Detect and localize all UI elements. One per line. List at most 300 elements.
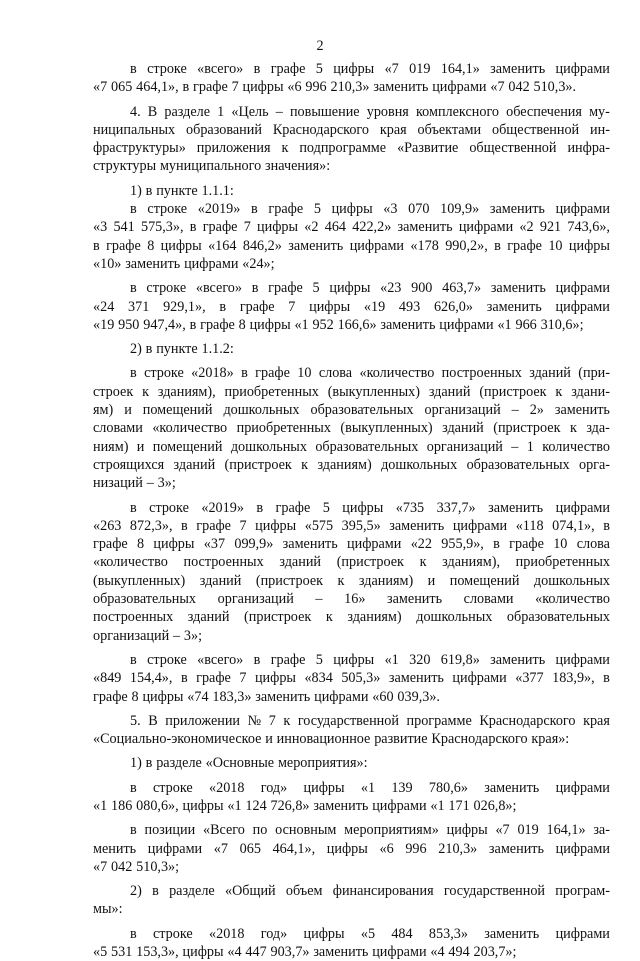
word: 493 (398, 298, 421, 315)
word: 903,7» (270, 944, 310, 961)
word: графе (196, 517, 231, 534)
word: «10» (93, 255, 122, 272)
word: в (253, 61, 261, 77)
word: «23 (380, 280, 402, 297)
word: повышение (289, 103, 360, 120)
word: 109,9» (440, 201, 480, 218)
word: приобретенных (515, 554, 610, 571)
word: цифрами (555, 61, 610, 77)
word: 337,7» (436, 499, 476, 516)
word: (пристроек (493, 420, 561, 437)
word: 743,6», (567, 219, 610, 236)
word: 166,6» (337, 316, 377, 333)
word: 171 (448, 797, 470, 814)
word: – (511, 438, 519, 455)
word: дошкольных (416, 609, 493, 626)
text-line (93, 882, 610, 900)
word: цифры (160, 237, 202, 254)
text-line (93, 858, 610, 876)
word: 990,2», (445, 237, 488, 254)
word: заменить (490, 651, 546, 668)
word: цифрами (555, 925, 610, 942)
word: Краснодарского (479, 712, 576, 729)
word: «7 (93, 79, 108, 96)
word: помещений (152, 438, 223, 455)
word: «Цель (231, 103, 269, 120)
word: цифрами (452, 670, 507, 687)
word: ин- (590, 121, 610, 138)
word: заменить (488, 499, 544, 516)
word: цифрами (372, 944, 427, 961)
word: строке (153, 779, 193, 796)
word: муниципального (159, 158, 262, 175)
word: 183,3» (212, 688, 252, 705)
word: низаций (93, 475, 143, 492)
word: зданий (173, 456, 216, 473)
word: графе (202, 219, 238, 236)
word: в (251, 280, 259, 297)
word: общественной (469, 140, 557, 157)
word: 952 (312, 316, 334, 333)
document-body (93, 60, 610, 961)
text-line (93, 383, 610, 401)
word: в (253, 651, 261, 668)
word: 099,9» (234, 536, 274, 553)
word: построенных (441, 365, 522, 382)
word: в (130, 779, 137, 796)
word: 872,3», (129, 517, 173, 534)
word: 619,8» (440, 651, 480, 668)
text-line (93, 688, 610, 706)
word: за- (593, 822, 610, 839)
text-line (93, 255, 610, 273)
word: финансирования (332, 883, 434, 900)
word: 164,1» (440, 61, 480, 77)
word: количество (542, 438, 610, 455)
word: дошкольных (230, 438, 307, 455)
word: цифры (303, 925, 345, 942)
word: графе (270, 61, 306, 77)
text-line (93, 200, 610, 218)
word: 510,3»; (136, 858, 180, 875)
word: заменить (380, 316, 436, 333)
word: в (493, 536, 500, 553)
word: заменить (490, 280, 546, 297)
word: 463,7» (442, 280, 482, 297)
word: в (145, 755, 153, 772)
word: цифры (254, 670, 296, 687)
word: цифры (257, 219, 299, 236)
word: 042 (111, 858, 133, 875)
word: В (147, 103, 158, 120)
word: цифрами (439, 316, 494, 333)
word: «24 (93, 298, 115, 315)
word: графе (507, 237, 542, 254)
word: образовательных (310, 402, 414, 419)
text-line (93, 139, 610, 157)
word: 080,6», (136, 797, 179, 814)
word: менить (93, 840, 137, 857)
word: «263 (93, 517, 122, 534)
word: 8 (238, 316, 246, 333)
word: приобретенных (236, 420, 331, 437)
word: «7 (495, 822, 510, 839)
word: слова (318, 365, 353, 382)
word: и (427, 572, 436, 589)
word: цифры (309, 298, 351, 315)
word: (пристроек (255, 572, 324, 589)
word: графе (255, 365, 290, 382)
word: в (219, 298, 227, 315)
word: к (325, 609, 333, 626)
word: по (252, 822, 268, 839)
word: зданий (529, 365, 571, 382)
text-line (93, 821, 610, 839)
text-line (93, 651, 610, 669)
word: в (130, 61, 137, 77)
word: 7 (231, 79, 239, 96)
word: 1 (217, 103, 225, 120)
word: 124 (245, 797, 267, 814)
text-line (93, 754, 610, 772)
text-line (93, 608, 610, 626)
text-line (93, 669, 610, 687)
word: организаций (93, 627, 170, 644)
word: зданиям) (347, 609, 402, 626)
word: «1 (294, 316, 309, 333)
word: «2019» (197, 201, 241, 218)
word: «164 (208, 237, 237, 254)
word: 8 (137, 536, 145, 553)
word: 203,7»; (473, 944, 517, 961)
word: образовательных (466, 456, 570, 473)
word: год» (260, 779, 288, 796)
word: «5 (360, 925, 376, 942)
word: 900 (411, 280, 433, 297)
word: 7 (288, 298, 296, 315)
word: 026,8»; (473, 797, 517, 814)
word: 575,3», (140, 219, 184, 236)
word: 395,5» (341, 517, 381, 534)
word: «4 (227, 944, 242, 961)
word: к (569, 420, 577, 437)
word: позиции (144, 822, 196, 839)
word: инновационное (276, 731, 371, 748)
word: «74 (187, 688, 209, 705)
word: «Общий (224, 883, 276, 900)
word: 5 (315, 651, 323, 668)
word: мероприятия»: (277, 755, 368, 772)
word: в (182, 79, 190, 96)
word: 154,4», (129, 670, 173, 687)
word: в (152, 883, 159, 900)
word: «всего» (197, 61, 244, 77)
text-line (93, 401, 610, 419)
word: фраструктуры» (93, 140, 186, 157)
word: графе (268, 280, 303, 297)
word: «7 (93, 858, 108, 875)
word: 2» (529, 402, 544, 419)
word: зданиям) (358, 572, 414, 589)
word: 183,9», (552, 670, 595, 687)
word: в (130, 201, 137, 218)
word: цифры (333, 61, 375, 77)
text-line (93, 364, 610, 382)
word: зданий (187, 609, 230, 626)
text-line (93, 712, 610, 730)
word: «834 (304, 670, 333, 687)
word: 3»; (157, 475, 176, 492)
text-line (93, 900, 610, 918)
word: (пристроек (244, 609, 312, 626)
word: цифры (333, 651, 375, 668)
text-line (93, 218, 610, 236)
word: государственной (443, 883, 546, 900)
word: «всего» (195, 280, 242, 297)
word: «2019» (201, 499, 244, 516)
word: 320 (409, 651, 431, 668)
word: 5 (322, 499, 330, 516)
word: дошкольных (381, 456, 458, 473)
word: в (603, 517, 610, 534)
word: 853,3» (428, 925, 468, 942)
word: 464 (324, 219, 347, 236)
word: ниям) (93, 438, 129, 455)
word: к (283, 712, 291, 729)
word: цифрами (555, 201, 610, 218)
word: организаций (217, 591, 294, 608)
word: – (315, 591, 323, 608)
word: «7 (384, 61, 399, 77)
word: «6 (379, 840, 394, 857)
word: 1.1.1: (201, 182, 234, 199)
word: «1 (497, 316, 512, 333)
word: графе (509, 536, 544, 553)
word: (пристроек (479, 383, 547, 400)
word: заменить (490, 61, 546, 77)
word: графе (268, 201, 304, 218)
word: государственной (297, 712, 399, 729)
word: строке (147, 651, 187, 668)
word: 10 (553, 536, 568, 553)
word: подпрограмме (299, 140, 387, 157)
word: 464,1», (272, 840, 316, 857)
word: 726,8» (270, 797, 310, 814)
word: цифрами (555, 779, 610, 796)
word: 947,4», (143, 316, 186, 333)
word: «количество (535, 591, 610, 608)
word: «19 (93, 316, 115, 333)
word: цифры (342, 499, 384, 516)
word: «4 (430, 944, 445, 961)
word: построенных (93, 609, 174, 626)
word: общественной (491, 121, 580, 138)
word: цифрами (184, 255, 239, 272)
word: мероприятиям» (344, 822, 439, 839)
word: 8 (147, 237, 155, 254)
word: к (555, 383, 563, 400)
word: в (189, 219, 197, 236)
word: заменить (389, 517, 445, 534)
word: дошкольных (533, 572, 610, 589)
word: цифрами (347, 536, 402, 553)
word: (выкупленных) (327, 383, 420, 400)
text-line (93, 627, 610, 645)
word: 846,2» (242, 237, 282, 254)
word: графе (275, 499, 311, 516)
word: в (93, 237, 100, 254)
word: му- (589, 103, 610, 120)
word: цифры (303, 779, 345, 796)
word: «7 (213, 840, 228, 857)
word: к (337, 572, 345, 589)
text-line (93, 419, 610, 437)
word: 10 (548, 237, 563, 254)
word: 074,1», (552, 517, 595, 534)
word: графе (270, 651, 306, 668)
text-line (93, 456, 610, 474)
word: Краснодарского (272, 121, 369, 138)
word: в (130, 822, 137, 839)
word: цифры (568, 237, 610, 254)
word: графе (93, 536, 128, 553)
word: 065 (111, 79, 133, 96)
word: «1 (360, 779, 376, 796)
word: цифры (249, 316, 291, 333)
word: «735 (395, 499, 425, 516)
word: «2018 (209, 925, 245, 942)
word: заменить (554, 402, 610, 419)
word: 966 (515, 316, 537, 333)
text-line (93, 474, 610, 492)
word: графе (106, 237, 141, 254)
text-line (93, 237, 610, 255)
word: «1 (384, 651, 399, 668)
word: строке (144, 365, 184, 382)
word: пункте (156, 341, 198, 358)
word: «Основные (205, 755, 275, 772)
word: 626,0» (433, 298, 473, 315)
text-line (93, 840, 610, 858)
text-line (93, 340, 610, 358)
word: 2) (130, 883, 142, 900)
word: цифры (182, 797, 224, 814)
word: в (603, 670, 610, 687)
word: заменить (125, 255, 181, 272)
text-line (93, 797, 610, 815)
word: в (256, 499, 264, 516)
word: в (145, 341, 153, 358)
word: к (301, 456, 309, 473)
word: строке (149, 499, 189, 516)
word: и (124, 402, 132, 419)
word: 2) (130, 341, 142, 358)
word: 042 (508, 79, 530, 96)
word: 929,1», (163, 298, 206, 315)
word: (пристроек (336, 554, 404, 571)
text-line (93, 499, 610, 517)
word: организаций (426, 438, 503, 455)
word: цифрами (314, 688, 369, 705)
word: к (419, 554, 427, 571)
word: «2018 (209, 779, 245, 796)
word: и (136, 438, 145, 455)
word: в (130, 925, 137, 942)
word: «3 (383, 201, 398, 218)
word: «5 (93, 944, 108, 961)
word: «количество (359, 365, 435, 382)
word: цифры (329, 280, 371, 297)
word: развитие (374, 731, 428, 748)
word: графе (239, 298, 275, 315)
word: заменить (313, 797, 369, 814)
word: програм- (555, 883, 610, 900)
word: «178 (410, 237, 439, 254)
word: заменить (486, 298, 542, 315)
word: графе (93, 688, 128, 705)
word: 531 (111, 944, 133, 961)
word: 3»; (183, 627, 203, 644)
word: в (130, 365, 137, 382)
word: «118 (515, 517, 544, 534)
word: 541 (113, 219, 135, 236)
word: «Развитие (397, 140, 459, 157)
word: цифрами (349, 237, 405, 254)
word: строке (147, 201, 188, 218)
word: в (130, 651, 137, 668)
word: зда- (586, 420, 610, 437)
word: цифрами (555, 840, 610, 857)
word: (пристроек (224, 456, 292, 473)
word: «3 (93, 219, 108, 236)
text-line (93, 730, 610, 748)
word: 996 (305, 79, 327, 96)
word: к (142, 383, 149, 400)
word: значения»: (265, 158, 331, 175)
word: словами (463, 591, 514, 608)
word: Краснодарского (431, 731, 528, 748)
text-line (93, 103, 610, 121)
word: к (281, 140, 289, 157)
word: мы»: (93, 901, 123, 918)
word: «377 (515, 670, 544, 687)
word: зданий (199, 572, 242, 589)
word: зданий (428, 383, 471, 400)
word: строек (93, 383, 134, 400)
word: разделе (169, 883, 215, 900)
word: 5 (315, 61, 323, 77)
word: цифрами (372, 797, 427, 814)
word: цифрами (458, 219, 514, 236)
word: цифры (242, 79, 284, 96)
word: «37 (203, 536, 226, 553)
word: «количество (93, 554, 168, 571)
word: заменить (373, 79, 429, 96)
word: графе (200, 316, 235, 333)
word: цифры (182, 944, 224, 961)
word: в (494, 237, 501, 254)
word: пункте (156, 182, 198, 199)
text-line (93, 553, 610, 571)
word: – (173, 627, 181, 644)
word: 210,3» (330, 79, 370, 96)
word: «24»; (242, 255, 275, 272)
word: цифры (142, 688, 184, 705)
word: «22 (410, 536, 432, 553)
word: 7 (243, 219, 251, 236)
word: строке (146, 280, 187, 297)
word: приобретенных (224, 383, 319, 400)
